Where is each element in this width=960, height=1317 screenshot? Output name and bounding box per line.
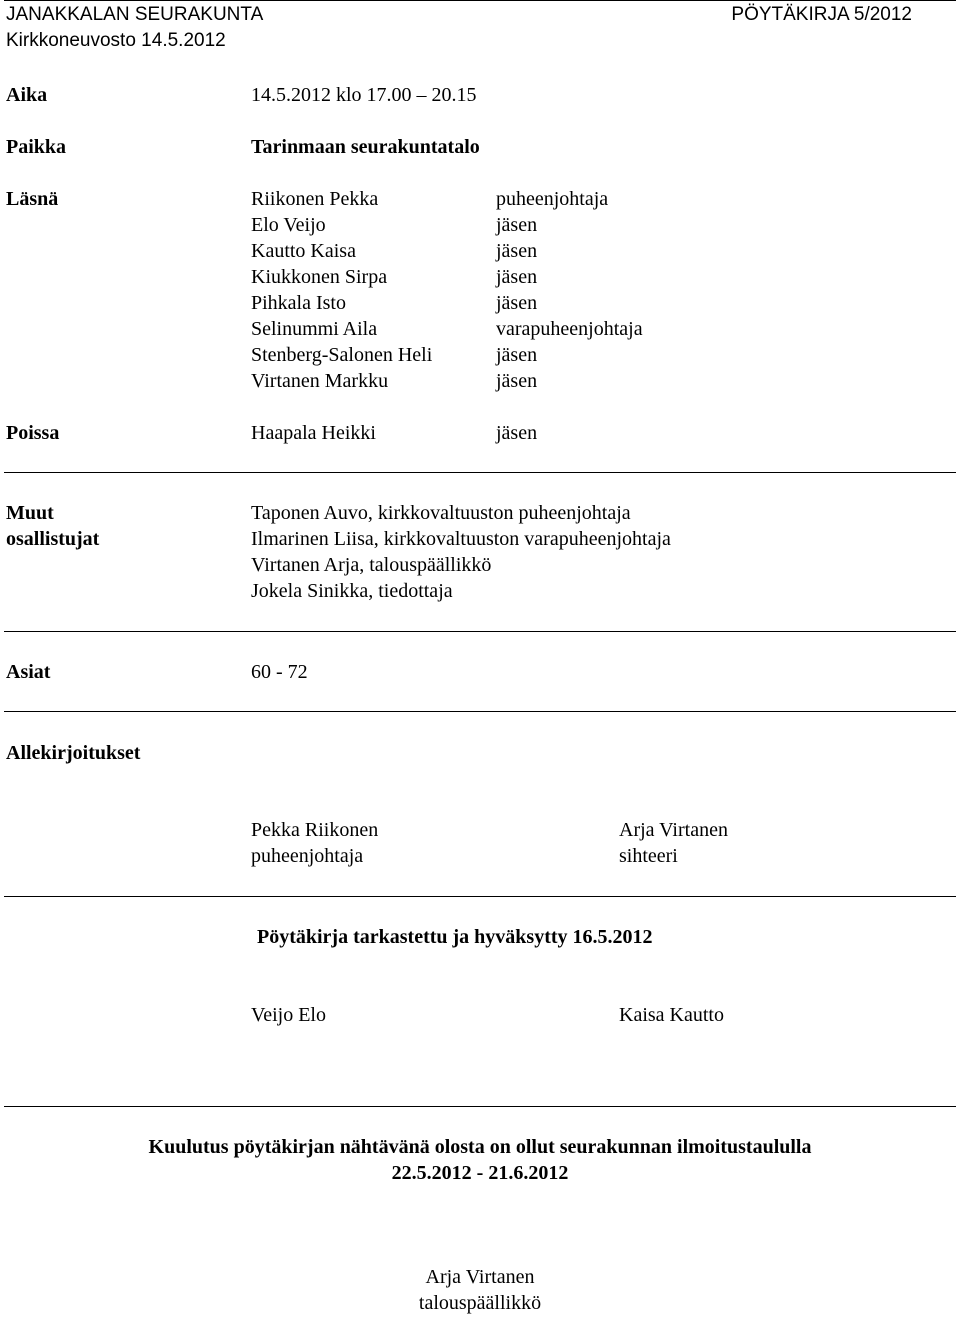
member-role: jäsen — [496, 344, 538, 366]
lasna-roles — [496, 186, 643, 394]
aika-value: 14.5.2012 klo 17.00 – 20.15 — [251, 84, 477, 106]
signer-1-role: puheenjohtaja — [251, 845, 364, 867]
muut-label-line-2: osallistujat — [6, 528, 100, 550]
notice-line-2: 22.5.2012 - 21.6.2012 — [391, 1162, 569, 1184]
other-participants-list — [251, 500, 671, 604]
checker-1: Veijo Elo — [251, 1004, 326, 1026]
notice-line-1: Kuulutus pöytäkirjan nähtävänä olosta on ollut seurakunnan ilmoitustaululla — [148, 1136, 812, 1158]
muut-label-line-1: Muut — [6, 502, 54, 524]
member-role: jäsen — [496, 240, 538, 262]
other-participant: Jokela Sinikka, tiedottaja — [251, 580, 453, 602]
approval-heading: Pöytäkirja tarkastettu ja hyväksytty 16.5.2012 — [257, 926, 653, 948]
signer-2-name: Arja Virtanen — [619, 819, 728, 841]
member-name: Riikonen Pekka — [251, 188, 379, 210]
other-participant: Taponen Auvo, kirkkovaltuuston puheenjohtaja — [251, 502, 631, 524]
poissa-label: Poissa — [6, 422, 60, 444]
header-top-rule — [4, 0, 956, 1]
other-participant: Virtanen Arja, talouspäällikkö — [251, 554, 492, 576]
section-divider — [4, 711, 956, 712]
signer-2 — [619, 817, 728, 869]
absent-name: Haapala Heikki — [251, 422, 376, 444]
minutes-number: PÖYTÄKIRJA 5/2012 — [731, 4, 912, 25]
asiat-value: 60 - 72 — [251, 661, 308, 683]
section-divider — [4, 472, 956, 473]
member-role: varapuheenjohtaja — [496, 318, 643, 340]
aika-label: Aika — [6, 84, 48, 106]
member-role: jäsen — [496, 266, 538, 288]
member-role: jäsen — [496, 370, 538, 392]
paikka-label: Paikka — [6, 136, 67, 158]
member-role: jäsen — [496, 214, 538, 236]
other-participant: Ilmarinen Liisa, kirkkovaltuuston varapuheenjohtaja — [251, 528, 671, 550]
lasna-label: Läsnä — [6, 188, 59, 210]
signer-1 — [251, 817, 378, 869]
notice-signer-title: talouspäällikkö — [418, 1292, 542, 1314]
absent-role: jäsen — [496, 422, 538, 444]
section-divider — [4, 631, 956, 632]
section-divider — [4, 896, 956, 897]
paikka-value: Tarinmaan seurakuntatalo — [251, 136, 480, 158]
signer-1-name: Pekka Riikonen — [251, 819, 379, 841]
member-name: Elo Veijo — [251, 214, 326, 236]
section-divider — [4, 1106, 956, 1107]
notice-signer-name: Arja Virtanen — [425, 1266, 535, 1288]
checker-2: Kaisa Kautto — [619, 1004, 724, 1026]
member-role: jäsen — [496, 292, 538, 314]
member-name: Kiukkonen Sirpa — [251, 266, 388, 288]
member-name: Kautto Kaisa — [251, 240, 356, 262]
parish-name: JANAKKALAN SEURAKUNTA — [6, 4, 264, 25]
lasna-names — [251, 186, 432, 394]
member-name: Selinummi Aila — [251, 318, 378, 340]
signer-2-role: sihteeri — [619, 845, 678, 867]
allekirjoitukset-label: Allekirjoitukset — [6, 742, 141, 764]
member-name: Stenberg-Salonen Heli — [251, 344, 433, 366]
member-role: puheenjohtaja — [496, 188, 609, 210]
member-name: Virtanen Markku — [251, 370, 389, 392]
muut-label — [6, 500, 99, 552]
member-name: Pihkala Isto — [251, 292, 346, 314]
meeting-body-date: Kirkkoneuvosto 14.5.2012 — [6, 30, 226, 51]
asiat-label: Asiat — [6, 661, 51, 683]
